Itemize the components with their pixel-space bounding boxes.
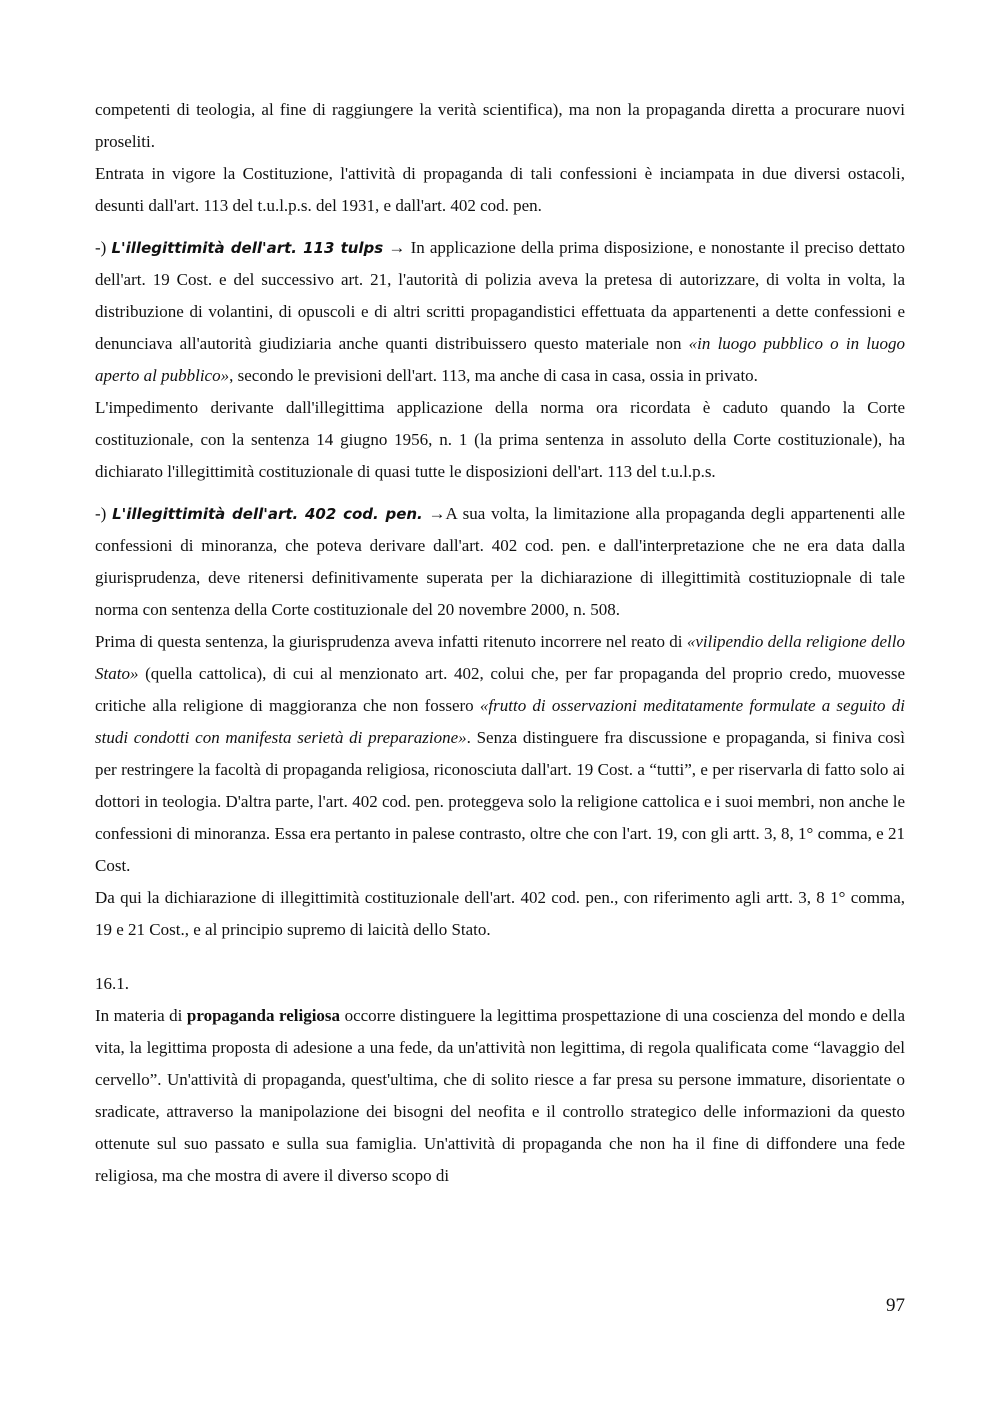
heading-art-113: L'illegittimità dell'art. 113 tulps	[111, 239, 384, 257]
section-art-113: -) L'illegittimità dell'art. 113 tulps → In applicazione della prima disposizione, e nonostante il preciso dettato dell'art. 19 Cost. e del successivo art. 21, l'autorità di polizia aveva la pretesa di autorizzare, di volta in volta, la distribuzione di volantini, di opuscoli e di altri scritti propagandistici effettuata da appartenenti a dette confessioni e denunciava all'autorità giudiziaria anche quanti distribuissero questo materiale non «in luogo pubblico o in luogo aperto al pubblico», secondo le previsioni dell'art. 113, ma anche di casa in casa, ossia in privato.	[95, 238, 906, 385]
heading-art-402: L'illegittimità dell'art. 402 cod. pen.	[112, 505, 423, 523]
paragraph-corte-1956: L'impedimento derivante dall'illegittima applicazione della norma ora ricordata è caduto quando la Corte costituzionale, con la sentenza 14 giugno 1956, n. 1 (la prima sentenza in assoluto della Corte costituzionale), ha dichiarato l'illegittimità costituzionale di quasi tutte le disposizioni dell'art. 113 del t.u.l.p.s.	[95, 398, 905, 481]
term-propaganda-religiosa: propaganda religiosa	[186, 1006, 341, 1025]
quote-luogo-pubblico: «in luogo pubblico o in luogo aperto al pubblico»	[95, 334, 905, 385]
paragraph-constitution: Entrata in vigore la Costituzione, l'attività di propaganda di tali confessioni è inciampata in due diversi ostacoli, desunti dall'art. 113 del t.u.l.p.s. del 1931, e dall'art. 402 cod. pen.	[95, 164, 905, 215]
paragraph-vilipendio: Prima di questa sentenza, la giurisprudenza aveva infatti ritenuto incorrere nel reato di «vilipendio della religione dello Stato» (quella cattolica), di cui al menzionato art. 402, colui che, per far propaganda del proprio credo, muovesse critiche alla religione di maggioranza che non fossero «frutto di osservazioni meditatamente formulate a seguito di studi condotti con manifesta serietà di preparazione». Senza distinguere fra discussione e propaganda, si finiva così per restringere la facoltà di propaganda religiosa, riconosciuta dall'art. 19 Cost. a “tutti”, e per riservarla di fatto solo ai dottori in teologia. D'altra parte, l'art. 402 cod. pen. proteggeva solo la religione cattolica e i suoi membri, non anche le confessioni di minoranza. Essa era pertanto in palese contrasto, oltre che con l'art. 19, con gli artt. 3, 8, 1° comma, e 21 Cost.	[95, 632, 906, 875]
bullet-prefix: -)	[95, 504, 113, 523]
paragraph-continuation: competenti di teologia, al fine di raggiungere la verità scientifica), ma non la propaganda diretta a procurare nuovi proseliti.	[95, 100, 905, 151]
bullet-prefix: -)	[95, 238, 112, 257]
section-art-402: -) L'illegittimità dell'art. 402 cod. pen. →A sua volta, la limitazione alla propaganda degli appartenenti alle confessioni di minoranza, che poteva derivare dall'art. 402 cod. pen. e dall'interpretazione che ne era data dalla giurisprudenza, deve ritenersi definitivamente superata per la dichiarazione di illegittimità costituziopnale di tale norma con sentenza della Corte costituzionale del 20 novembre 2000, n. 508.	[95, 504, 906, 619]
arrow-icon: →	[383, 238, 411, 257]
quote-vilipendio: «vilipendio della religione dello Stato»	[95, 632, 905, 683]
section-number: 16.1.	[95, 974, 129, 993]
page-number: 97	[886, 1295, 905, 1316]
quote-frutto-osservazioni: «frutto di osservazioni meditatamente formulate a seguito di studi condotti con manifesta serietà di preparazione»	[95, 696, 905, 747]
paragraph-propaganda-religiosa: In materia di propaganda religiosa occorre distinguere la legittima prospettazione di una coscienza del mondo e della vita, la legittima proposta di adesione a una fede, da un'attività non legittima, di regola qualificata come “lavaggio del cervello”. Un'attività di propaganda, quest'ultima, che di solito riesce a far presa su persone immature, disorientate o sradicate, attraverso la manipolazione dei bisogni del neofita e il controllo strategico delle informazioni da questo ottenute sul suo passato e sulla sua famiglia. Un'attività di propaganda che non ha il fine di diffondere una fede religiosa, ma che mostra di avere il diverso scopo di	[95, 1006, 905, 1185]
arrow-icon: →	[422, 504, 446, 523]
paragraph-dichiarazione: Da qui la dichiarazione di illegittimità costituzionale dell'art. 402 cod. pen., con riferimento agli artt. 3, 8 1° comma, 19 e 21 Cost., e al principio supremo di laicità dello Stato.	[95, 888, 905, 939]
